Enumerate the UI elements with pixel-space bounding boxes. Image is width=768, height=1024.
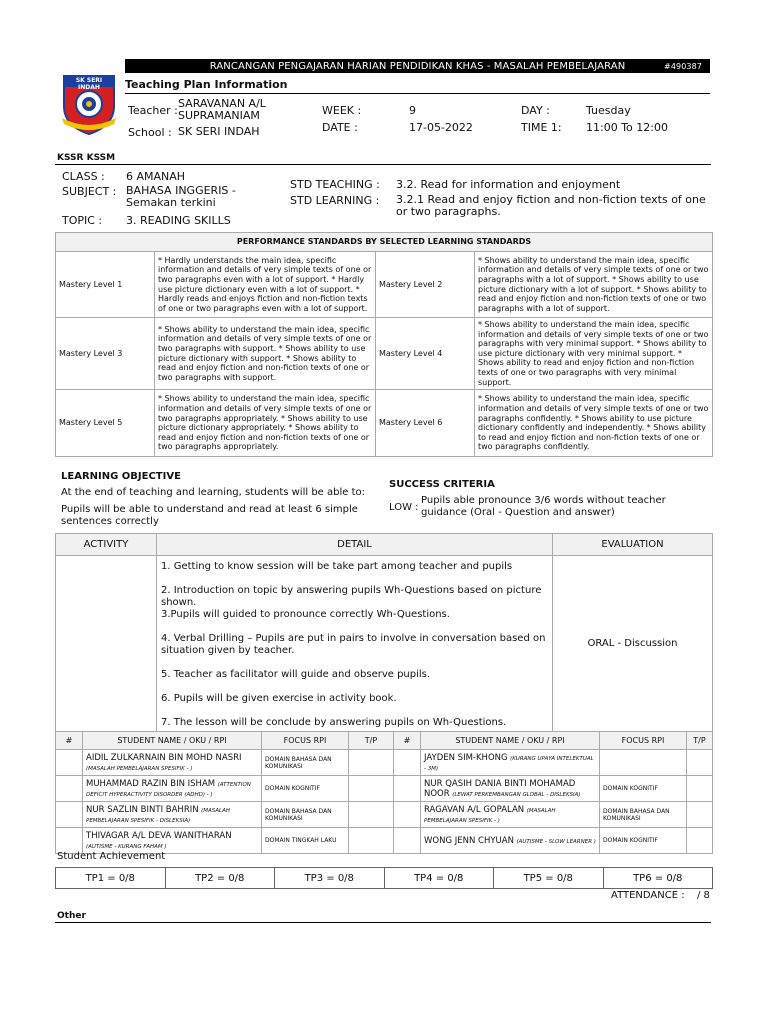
row-number bbox=[56, 750, 83, 776]
tp-cell bbox=[349, 802, 394, 828]
mastery-level-description: * Shows ability to understand the main idea, specific information and details of very simple texts of one or two paragraphs with a lot of support. * Shows ability to use picture dictionary with a lot of support. * Shows ability to read and enjoy fiction and non-fiction texts of one or two paragraphs with a lot of support. bbox=[475, 252, 713, 318]
student-note: (MASALAH PEMBELAJARAN SPESIFIK - ) bbox=[424, 808, 556, 824]
activity-step: 6. Pupils will be given exercise in activity book. bbox=[161, 693, 397, 704]
evaluation-column-header: EVALUATION bbox=[553, 534, 713, 556]
student-cell bbox=[421, 802, 600, 828]
activity-step: 3.Pupils will guided to pronounce correctly Wh-Questions. bbox=[161, 609, 450, 620]
student-cell bbox=[83, 776, 262, 802]
detail-column-header: DETAIL bbox=[157, 534, 553, 556]
mastery-level-label: Mastery Level 1 bbox=[56, 252, 155, 318]
row-number bbox=[394, 828, 421, 854]
focus-rpi: DOMAIN BAHASA DAN KOMUNIKASI bbox=[262, 802, 349, 828]
attendance-label: ATTENDANCE : bbox=[611, 890, 685, 901]
student-cell bbox=[83, 828, 262, 854]
tp-cell bbox=[349, 828, 394, 854]
school-value: SK SERI INDAH bbox=[178, 125, 260, 138]
week-value: 9 bbox=[409, 104, 416, 117]
std-learning-label: STD LEARNING : bbox=[290, 194, 380, 207]
topic-value: 3. READING SKILLS bbox=[126, 214, 231, 227]
class-value: 6 AMANAH bbox=[126, 170, 186, 183]
activity-column-header: ACTIVITY bbox=[56, 534, 157, 556]
student-note: (KURANG UPAYA INTELEKTUAL - 3M) bbox=[424, 756, 594, 772]
learning-objective-intro: At the end of teaching and learning, students will be able to: bbox=[61, 487, 365, 498]
number-header: # bbox=[56, 732, 83, 750]
focus-rpi-header: FOCUS RPI bbox=[600, 732, 687, 750]
tp-score: TP6 = 0/8 bbox=[603, 868, 713, 889]
tp-cell bbox=[349, 776, 394, 802]
other-heading: Other bbox=[57, 911, 86, 921]
tp-score: TP1 = 0/8 bbox=[56, 868, 166, 889]
table-row bbox=[56, 776, 713, 802]
document-title: RANCANGAN PENGAJARAN HARIAN PENDIDIKAN KHAS - MASALAH PEMBELAJARAN bbox=[209, 60, 626, 72]
student-note: (ATTENTION DEFICIT HYPERACTIVITY DISORDER (ADHD) - ) bbox=[86, 782, 251, 798]
row-number bbox=[394, 776, 421, 802]
mastery-level-description: * Hardly understands the main idea, specific information and details of very simple texts of one or two paragraphs even with a lot of support. * Hardly use picture dictionary even with a lot of support. * Hardly reads and enjoys fiction and non-fiction texts of one or two paragraphs even with a lot of support. bbox=[155, 252, 376, 318]
tp-cell bbox=[687, 776, 713, 802]
learning-objective-heading: LEARNING OBJECTIVE bbox=[61, 471, 181, 482]
activity-step: 5. Teacher as facilitator will guide and observe pupils. bbox=[161, 669, 431, 680]
student-table bbox=[55, 731, 713, 854]
mastery-level-description: * Shows ability to understand the main idea, specific information and details of very simple texts of one or two paragraphs with very minimal support. * Shows ability to use picture dictionary with very minimal support. * Shows ability to read and enjoy fiction and non-fiction texts of one or two paragraphs with very minimal support. bbox=[475, 318, 713, 390]
table-row bbox=[56, 750, 713, 776]
student-note: (LEWAT PERKEMBANGAN GLOBAL - DISLEKSIA) bbox=[452, 791, 581, 798]
student-name: AIDIL ZULKARNAIN BIN MOHD NASRI bbox=[86, 753, 242, 763]
std-teaching-value: 3.2. Read for information and enjoyment bbox=[396, 178, 621, 191]
mastery-level-description: * Shows ability to understand the main idea, specific information and details of very simple texts of one or two paragraphs confidently. * Shows ability to use picture dictionary confidently and independently. * Shows ability to read and enjoy fiction and non-fiction texts of one or two paragraphs confidently. bbox=[475, 390, 713, 457]
row-number bbox=[394, 750, 421, 776]
student-name: WONG JENN CHYUAN bbox=[424, 835, 514, 846]
row-number bbox=[56, 828, 83, 854]
student-name: MUHAMMAD RAZIN BIN ISHAM bbox=[86, 779, 216, 789]
evaluation-value: ORAL - Discussion bbox=[553, 556, 713, 732]
divider bbox=[55, 922, 711, 923]
activity-detail bbox=[157, 556, 553, 732]
tp-header: T/P bbox=[687, 732, 713, 750]
student-name: RAGAVAN A/L GOPALAN bbox=[424, 805, 525, 815]
logo-text: SK SERI INDAH bbox=[75, 77, 103, 91]
std-learning-value: 3.2.1 Read and enjoy fiction and non-fiction texts of one or two paragraphs. bbox=[396, 193, 706, 218]
table-row bbox=[56, 828, 713, 854]
student-note: (AUTISME - SLOW LEARNER ) bbox=[516, 838, 596, 845]
teacher-value: SARAVANAN A/L SUPRAMANIAM bbox=[178, 97, 266, 122]
student-name: THIVAGAR A/L DEVA WANITHARAN bbox=[86, 831, 232, 841]
std-teaching-label: STD TEACHING : bbox=[290, 178, 380, 191]
success-criteria-heading: SUCCESS CRITERIA bbox=[389, 479, 495, 490]
day-label: DAY : bbox=[521, 104, 550, 117]
focus-rpi: DOMAIN KOGNITIF bbox=[600, 828, 687, 854]
tp-score: TP2 = 0/8 bbox=[165, 868, 275, 889]
learning-objective-text: Pupils will be able to understand and read at least 6 simple sentences correctly bbox=[61, 504, 358, 527]
day-value: Tuesday bbox=[586, 104, 631, 117]
student-name-header: STUDENT NAME / OKU / RPI bbox=[83, 732, 262, 750]
focus-rpi: DOMAIN BAHASA DAN KOMUNIKASI bbox=[600, 802, 687, 828]
achievement-table bbox=[55, 867, 713, 889]
divider bbox=[55, 164, 711, 165]
tp-score: TP5 = 0/8 bbox=[494, 868, 604, 889]
school-label: School : bbox=[128, 126, 172, 139]
kssr-heading: KSSR KSSM bbox=[57, 153, 116, 163]
student-note: (MASALAH PEMBELAJARAN SPESIFIK - ) bbox=[86, 766, 193, 772]
time-value: 11:00 To 12:00 bbox=[586, 121, 668, 134]
divider bbox=[125, 93, 710, 94]
student-cell bbox=[421, 750, 600, 776]
student-name: NUR QASIH DANIA BINTI MOHAMAD NOOR bbox=[424, 778, 576, 799]
tp-header: T/P bbox=[349, 732, 394, 750]
document-title-bar bbox=[125, 59, 710, 73]
tp-cell bbox=[687, 750, 713, 776]
focus-rpi bbox=[600, 750, 687, 776]
activity-step: 2. Introduction on topic by answering pupils Wh-Questions based on picture shown. bbox=[161, 585, 542, 608]
mastery-level-description: * Shows ability to understand the main idea, specific information and details of very simple texts of one or two paragraphs with support. * Shows ability to use picture dictionary with support. * Shows ability to read and enjoy fiction and non-fiction texts of one or two paragraphs with support. bbox=[155, 318, 376, 390]
activity-step: 1. Getting to know session will be take part among teacher and pupils bbox=[161, 561, 513, 572]
student-cell bbox=[83, 750, 262, 776]
time-label: TIME 1: bbox=[521, 121, 562, 134]
topic-label: TOPIC : bbox=[62, 214, 103, 227]
mastery-level-label: Mastery Level 3 bbox=[56, 318, 155, 390]
row-number bbox=[394, 802, 421, 828]
tp-score: TP4 = 0/8 bbox=[384, 868, 494, 889]
focus-rpi: DOMAIN KOGNITIF bbox=[262, 776, 349, 802]
date-label: DATE : bbox=[322, 121, 358, 134]
week-label: WEEK : bbox=[322, 104, 362, 117]
success-low-label: LOW : bbox=[389, 502, 419, 513]
focus-rpi: DOMAIN TINGKAH LAKU bbox=[262, 828, 349, 854]
tp-score: TP3 = 0/8 bbox=[275, 868, 385, 889]
student-name: NUR SAZLIN BINTI BAHRIN bbox=[86, 805, 199, 815]
subject-value: BAHASA INGGERIS - Semakan terkini bbox=[126, 184, 236, 209]
student-achievement-heading: Student Achievement bbox=[57, 851, 166, 862]
mastery-level-label: Mastery Level 2 bbox=[376, 252, 475, 318]
student-note: (MASALAH PEMBELAJARAN SPESIFIK - DISLEKSIA) bbox=[86, 808, 231, 824]
activity-step: 7. The lesson will be conclude by answering pupils on Wh-Questions. bbox=[161, 717, 507, 728]
table-row bbox=[56, 802, 713, 828]
student-name-header: STUDENT NAME / OKU / RPI bbox=[421, 732, 600, 750]
performance-heading: PERFORMANCE STANDARDS BY SELECTED LEARNING STANDARDS bbox=[56, 233, 713, 252]
document-id: #490387 bbox=[664, 61, 702, 71]
student-note: (AUTISME - KURANG FAHAM ) bbox=[86, 844, 167, 850]
student-name: JAYDEN SIM-KHONG bbox=[424, 753, 508, 763]
performance-standards-table bbox=[55, 232, 713, 457]
tp-cell bbox=[687, 828, 713, 854]
subject-label: SUBJECT : bbox=[62, 185, 117, 198]
number-header: # bbox=[394, 732, 421, 750]
activity-cell bbox=[56, 556, 157, 732]
attendance-value: / 8 bbox=[697, 890, 710, 901]
student-cell bbox=[421, 828, 600, 854]
row-number bbox=[56, 802, 83, 828]
success-low-text: Pupils able pronounce 3/6 words without teacher guidance (Oral - Question and answer) bbox=[421, 495, 666, 518]
student-cell bbox=[83, 802, 262, 828]
focus-rpi-header: FOCUS RPI bbox=[262, 732, 349, 750]
activity-table bbox=[55, 533, 713, 732]
row-number bbox=[56, 776, 83, 802]
date-value: 17-05-2022 bbox=[409, 121, 473, 134]
tp-cell bbox=[687, 802, 713, 828]
mastery-level-label: Mastery Level 5 bbox=[56, 390, 155, 457]
class-label: CLASS : bbox=[62, 170, 105, 183]
student-cell bbox=[421, 776, 600, 802]
mastery-level-label: Mastery Level 6 bbox=[376, 390, 475, 457]
tp-cell bbox=[349, 750, 394, 776]
mastery-level-label: Mastery Level 4 bbox=[376, 318, 475, 390]
focus-rpi: DOMAIN BAHASA DAN KOMUNIKASI bbox=[262, 750, 349, 776]
activity-step: 4. Verbal Drilling – Pupils are put in pairs to involve in conversation based on situation given by teacher. bbox=[161, 633, 546, 656]
section-title: Teaching Plan Information bbox=[125, 78, 288, 91]
school-logo bbox=[60, 72, 118, 136]
mastery-level-description: * Shows ability to understand the main idea, specific information and details of very simple texts of one or two paragraphs appropriately. * Shows ability to use picture dictionary appropriately. * Shows ability to read and enjoy fiction and non-fiction texts of one or two paragraphs appropriately. bbox=[155, 390, 376, 457]
teacher-label: Teacher : bbox=[128, 104, 178, 117]
focus-rpi: DOMAIN KOGNITIF bbox=[600, 776, 687, 802]
